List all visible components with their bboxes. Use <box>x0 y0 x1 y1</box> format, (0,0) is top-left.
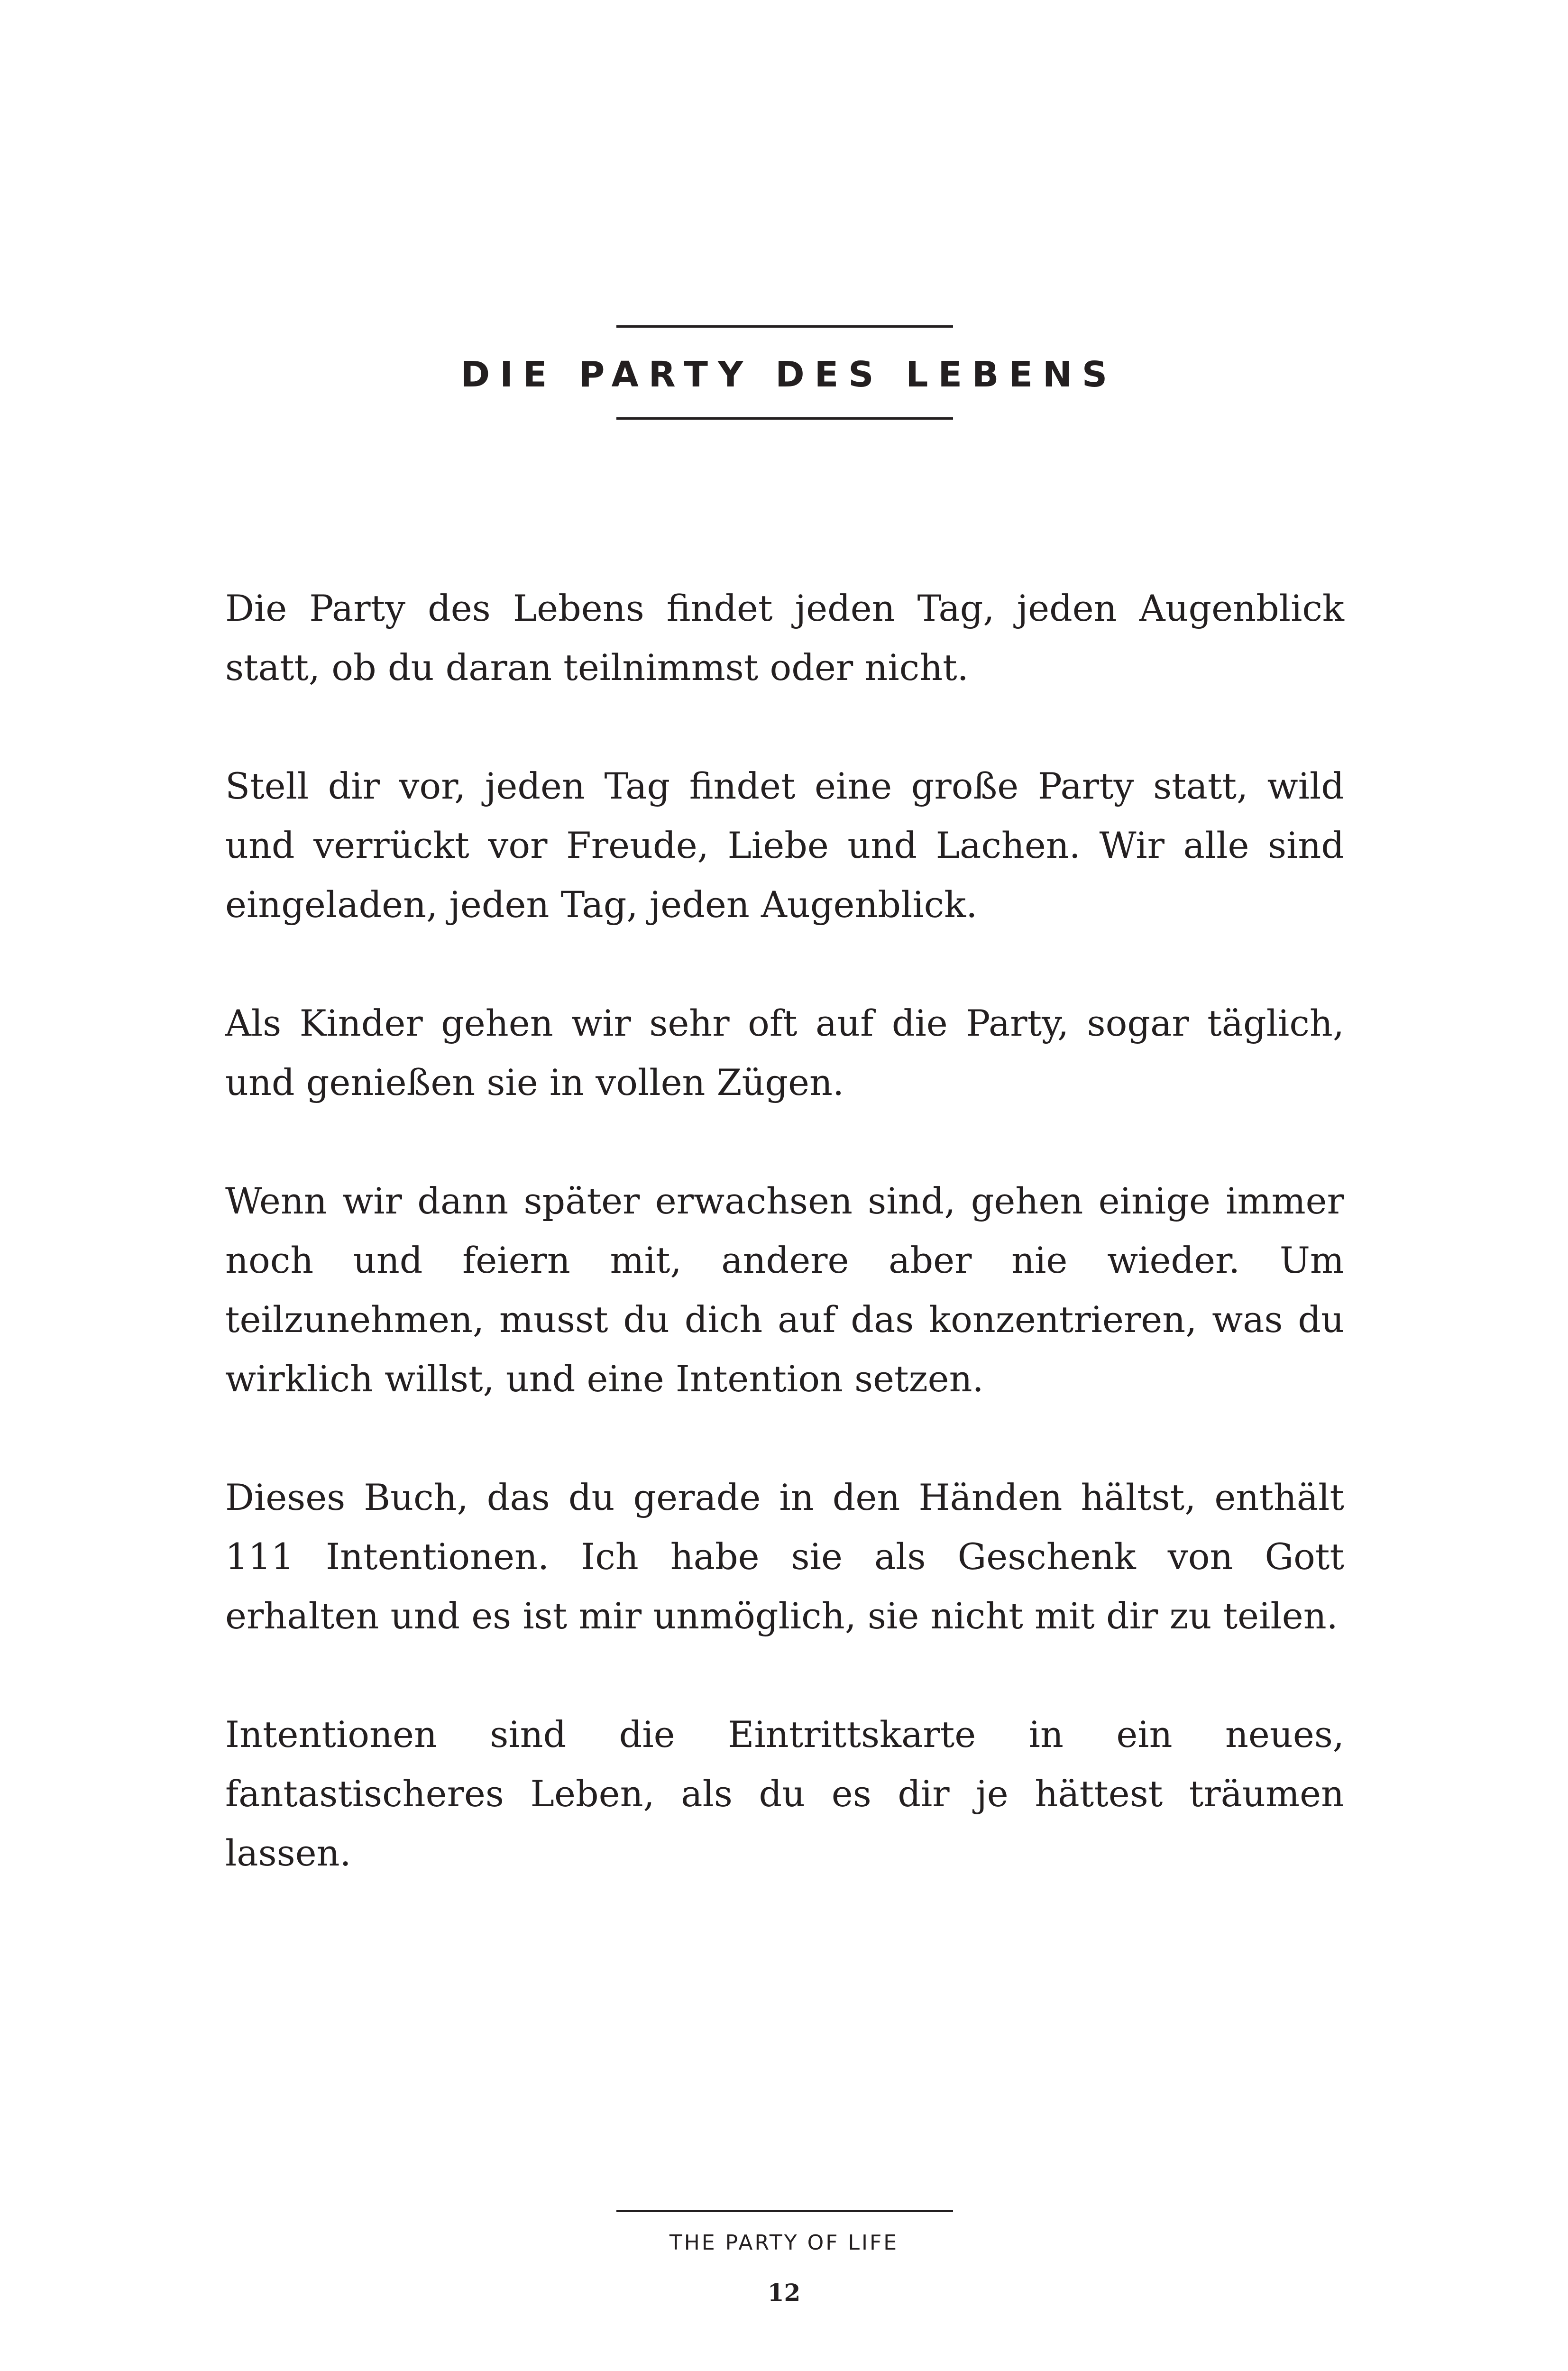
paragraph: Die Party des Lebens findet jeden Tag, jeden Augenblick statt, ob du daran teilnimmst oder nicht. <box>225 587 1344 689</box>
body-text <box>225 579 1344 1942</box>
page-number: 12 <box>767 2279 801 2307</box>
title-rule-top <box>616 325 953 328</box>
paragraph: Stell dir vor, jeden Tag findet eine große Party statt, wild und verrückt vor Freude, Liebe und Lachen. Wir alle sind eingeladen, jeden Tag, jeden Augenblick. <box>225 765 1344 926</box>
title-rule-bottom <box>616 417 953 420</box>
footer-rule <box>616 2210 953 2212</box>
paragraph: Intentionen sind die Eintrittskarte in ein neues, fantastischeres Leben, als du es dir je hättest träumen lassen. <box>225 1713 1344 1874</box>
paragraph: Wenn wir dann später erwachsen sind, gehen einige immer noch und feiern mit, andere aber nie wieder. Um teilzunehmen, musst du dich auf das konzentrieren, was du wirklich willst, und eine Intention setzen. <box>225 1180 1344 1400</box>
chapter-title: DIE PARTY DES LEBENS <box>460 354 1118 395</box>
paragraph: Dieses Buch, das du gerade in den Händen hältst, enthält 111 Intentionen. Ich habe sie als Geschenk von Gott erhalten und es ist mir unmöglich, sie nicht mit dir zu teilen. <box>225 1476 1344 1637</box>
running-footer-title: THE PARTY OF LIFE <box>669 2231 899 2255</box>
paragraph: Als Kinder gehen wir sehr oft auf die Party, sogar täglich, und genießen sie in vollen Zügen. <box>225 1002 1344 1103</box>
